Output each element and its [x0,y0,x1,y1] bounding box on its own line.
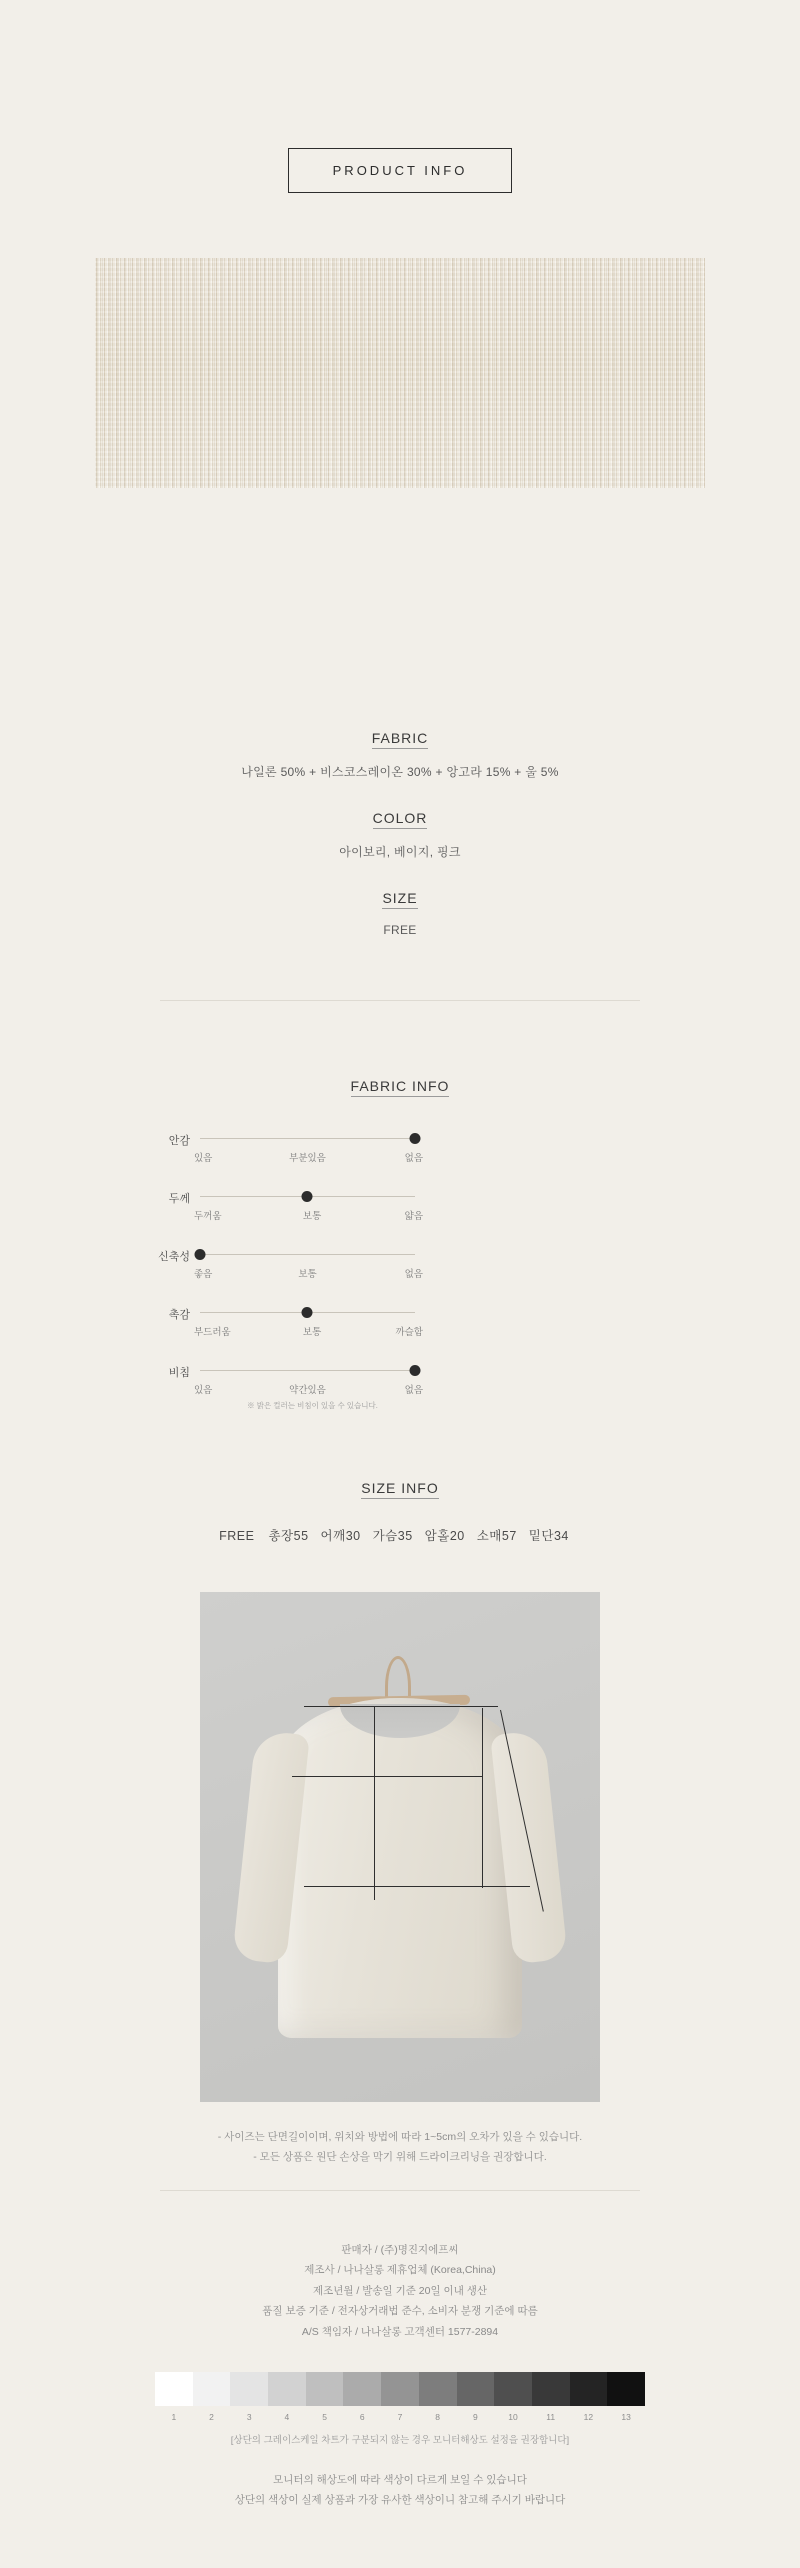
grayscale-swatch-11 [532,2372,570,2406]
measure-sleeve [477,1529,517,1543]
spec-fabric [0,730,800,780]
grayscale-swatch-9 [457,2372,495,2406]
measure-armhole [425,1529,465,1543]
slider-scale-sheerness-1: 약간있음 [289,1385,326,1396]
slider-track-sheerness [200,1370,415,1371]
slider-scale-sheerness-0: 있음 [194,1385,213,1396]
slider-scale-texture [194,1324,423,1338]
spec-color-value: 아이보리, 베이지, 핑크 [339,845,461,859]
spec-size-value: FREE [383,923,417,937]
measure-chest [373,1529,413,1543]
grayscale-number-3: 3 [246,2412,252,2422]
slider-scale-thickness-1: 보통 [302,1211,322,1222]
measure-shoulder [321,1529,361,1543]
spec-fabric-title: FABRIC [372,730,429,749]
slider-scale-sheerness-2: 없음 [404,1385,423,1396]
spec-list [0,730,800,937]
measure-hem [529,1529,569,1543]
fabric-info-section [0,1078,800,1418]
grayscale-number-5: 5 [322,2412,327,2422]
size-label-free: FREE [219,1529,255,1543]
spec-fabric-value: 나일론 50% + 비스코스레이온 30% + 앙고라 15% + 울 5% [241,765,559,779]
grayscale-number-10: 10 [508,2412,518,2422]
size-notes [0,2128,800,2168]
seller-info [0,2240,800,2342]
slider-dot-texture [302,1307,313,1318]
measure-armhole-value: 20 [449,1529,465,1543]
grayscale-swatch-6 [343,2372,381,2406]
fabric-info-title-text: FABRIC INFO [351,1078,450,1097]
slider-scale-texture-2: 까슬함 [395,1327,423,1338]
measure-total-length [268,1529,308,1543]
size-info-title-text: SIZE INFO [361,1480,438,1499]
slider-row-sheerness [168,1360,800,1418]
measure-line-chest [292,1776,482,1777]
neckline [340,1704,460,1738]
grayscale-number-8: 8 [435,2412,441,2422]
seller-line-1: 판매자 / (주)명진지에프씨 [341,2244,459,2256]
fabric-info-title [0,1078,800,1094]
grayscale-swatch-10 [494,2372,532,2406]
measure-line-hem [304,1886,530,1887]
grayscale-chart [155,2372,645,2446]
measure-hem-name: 밑단 [528,1529,554,1543]
slider-scale-elasticity-0: 좋음 [194,1269,213,1280]
grayscale-swatch-13 [607,2372,645,2406]
slider-label-elasticity: 신축성 [158,1251,190,1263]
footer-line-1: 모니터의 해상도에 따라 색상이 다르게 보일 수 있습니다 [273,2474,527,2486]
grayscale-number-1: 1 [171,2412,177,2422]
slider-row-texture [168,1302,800,1360]
slider-scale-elasticity-2: 없음 [404,1269,423,1280]
grayscale-numbers [155,2412,645,2422]
sleeve-left [232,1730,310,1964]
size-measurements [0,1526,800,1544]
spec-color-title: COLOR [373,810,428,829]
measure-armhole-name: 암홀 [424,1529,450,1543]
slider-scale-texture-1: 보통 [302,1327,322,1338]
measure-shoulder-value: 30 [345,1529,361,1543]
grayscale-number-9: 9 [472,2412,478,2422]
spec-size-title: SIZE [382,890,417,909]
measure-line-total-length [374,1706,375,1900]
header [0,148,800,193]
measure-chest-name: 가슴 [372,1529,398,1543]
measure-total-length-value: 55 [293,1529,309,1543]
measure-line-armhole [482,1708,483,1888]
grayscale-number-13: 13 [621,2412,631,2422]
grayscale-number-4: 4 [284,2412,290,2422]
slider-scale-lining-0: 있음 [194,1153,213,1164]
grayscale-number-12: 12 [583,2412,594,2422]
slider-scale-elasticity-1: 보통 [298,1269,317,1280]
slider-row-thickness [168,1186,800,1244]
measure-shoulder-name: 어깨 [320,1529,346,1543]
spec-size [0,890,800,937]
garment-top [278,1698,522,2038]
slider-label-texture: 촉감 [168,1309,190,1321]
grayscale-swatch-7 [381,2372,419,2406]
divider-top [160,1000,640,1001]
grayscale-swatch-8 [419,2372,457,2406]
grayscale-number-2: 2 [209,2412,214,2422]
fabric-info-sliders [0,1128,800,1418]
footer-note [0,2470,800,2511]
footer-line-2: 상단의 색상이 실제 상품과 가장 유사한 색상이니 참고해 주시기 바랍니다 [234,2494,566,2507]
seller-line-4: 품질 보증 기준 / 전자상거래법 준수, 소비자 분쟁 기준에 따름 [262,2305,538,2318]
seller-line-3: 제조년월 / 발송일 기준 20일 이내 생산 [312,2284,488,2297]
grayscale-bar [155,2372,645,2406]
grayscale-swatch-1 [155,2372,193,2406]
grayscale-caption: [상단의 그레이스케일 차트가 구분되지 않는 경우 모니터해상도 설정을 권장합니다] [230,2435,570,2446]
slider-label-thickness: 두께 [168,1193,190,1205]
slider-scale-texture-0: 부드러움 [194,1327,231,1338]
slider-scale-elasticity [194,1266,423,1280]
measure-chest-value: 35 [397,1529,413,1543]
grayscale-swatch-5 [306,2372,344,2406]
hanger-hook-icon [385,1656,411,1700]
measure-hem-value: 34 [553,1529,569,1543]
slider-row-lining [168,1128,800,1186]
grayscale-number-6: 6 [359,2412,365,2422]
spec-color [0,810,800,860]
slider-dot-elasticity [195,1249,206,1260]
measure-sleeve-name: 소매 [476,1529,502,1543]
slider-row-elasticity [158,1244,800,1302]
fabric-swatch-image [95,258,705,488]
grayscale-swatch-12 [570,2372,608,2406]
grayscale-swatch-4 [268,2372,306,2406]
size-info-section [0,1480,800,1544]
grayscale-number-11: 11 [546,2412,556,2422]
slider-scale-thickness [194,1208,423,1222]
seller-line-5: A/S 책임자 / 나나살롱 고객센터 1577-2894 [301,2325,499,2338]
fabric-info-note: ※ 밝은 컬러는 비침이 있을 수 있습니다. [247,1401,378,1410]
size-info-title [0,1480,800,1496]
measure-line-shoulder [304,1706,498,1707]
divider-bottom [160,2190,640,2191]
slider-scale-thickness-2: 얇음 [404,1211,423,1222]
grayscale-number-7: 7 [397,2412,403,2422]
slider-scale-thickness-0: 두꺼움 [194,1211,222,1222]
grayscale-swatch-3 [230,2372,268,2406]
measure-sleeve-value: 57 [501,1529,517,1543]
slider-dot-thickness [302,1191,313,1202]
slider-label-lining: 안감 [168,1135,190,1147]
size-note-2: - 모든 상품은 원단 손상을 막기 위해 드라이크리닝을 권장합니다. [253,2150,547,2163]
grayscale-swatch-2 [193,2372,231,2406]
product-info-badge: PRODUCT INFO [288,148,513,193]
slider-scale-lining [194,1150,423,1164]
product-photo [200,1592,600,2102]
size-note-1: - 사이즈는 단면길이이며, 위치와 방법에 따라 1~5cm의 오차가 있을 수 있습니다. [217,2131,583,2143]
slider-scale-lining-1: 부분있음 [289,1153,326,1164]
slider-scale-sheerness [194,1382,423,1396]
slider-label-sheerness: 비침 [168,1367,190,1379]
slider-dot-lining [410,1133,421,1144]
slider-scale-lining-2: 없음 [404,1153,423,1164]
slider-dot-sheerness [410,1365,421,1376]
slider-track-lining [200,1138,415,1139]
slider-track-elasticity [200,1254,415,1255]
seller-line-2: 제조사 / 나나살롱 제휴업체 (Korea,China) [304,2264,496,2277]
measure-total-length-name: 총장 [268,1529,294,1543]
